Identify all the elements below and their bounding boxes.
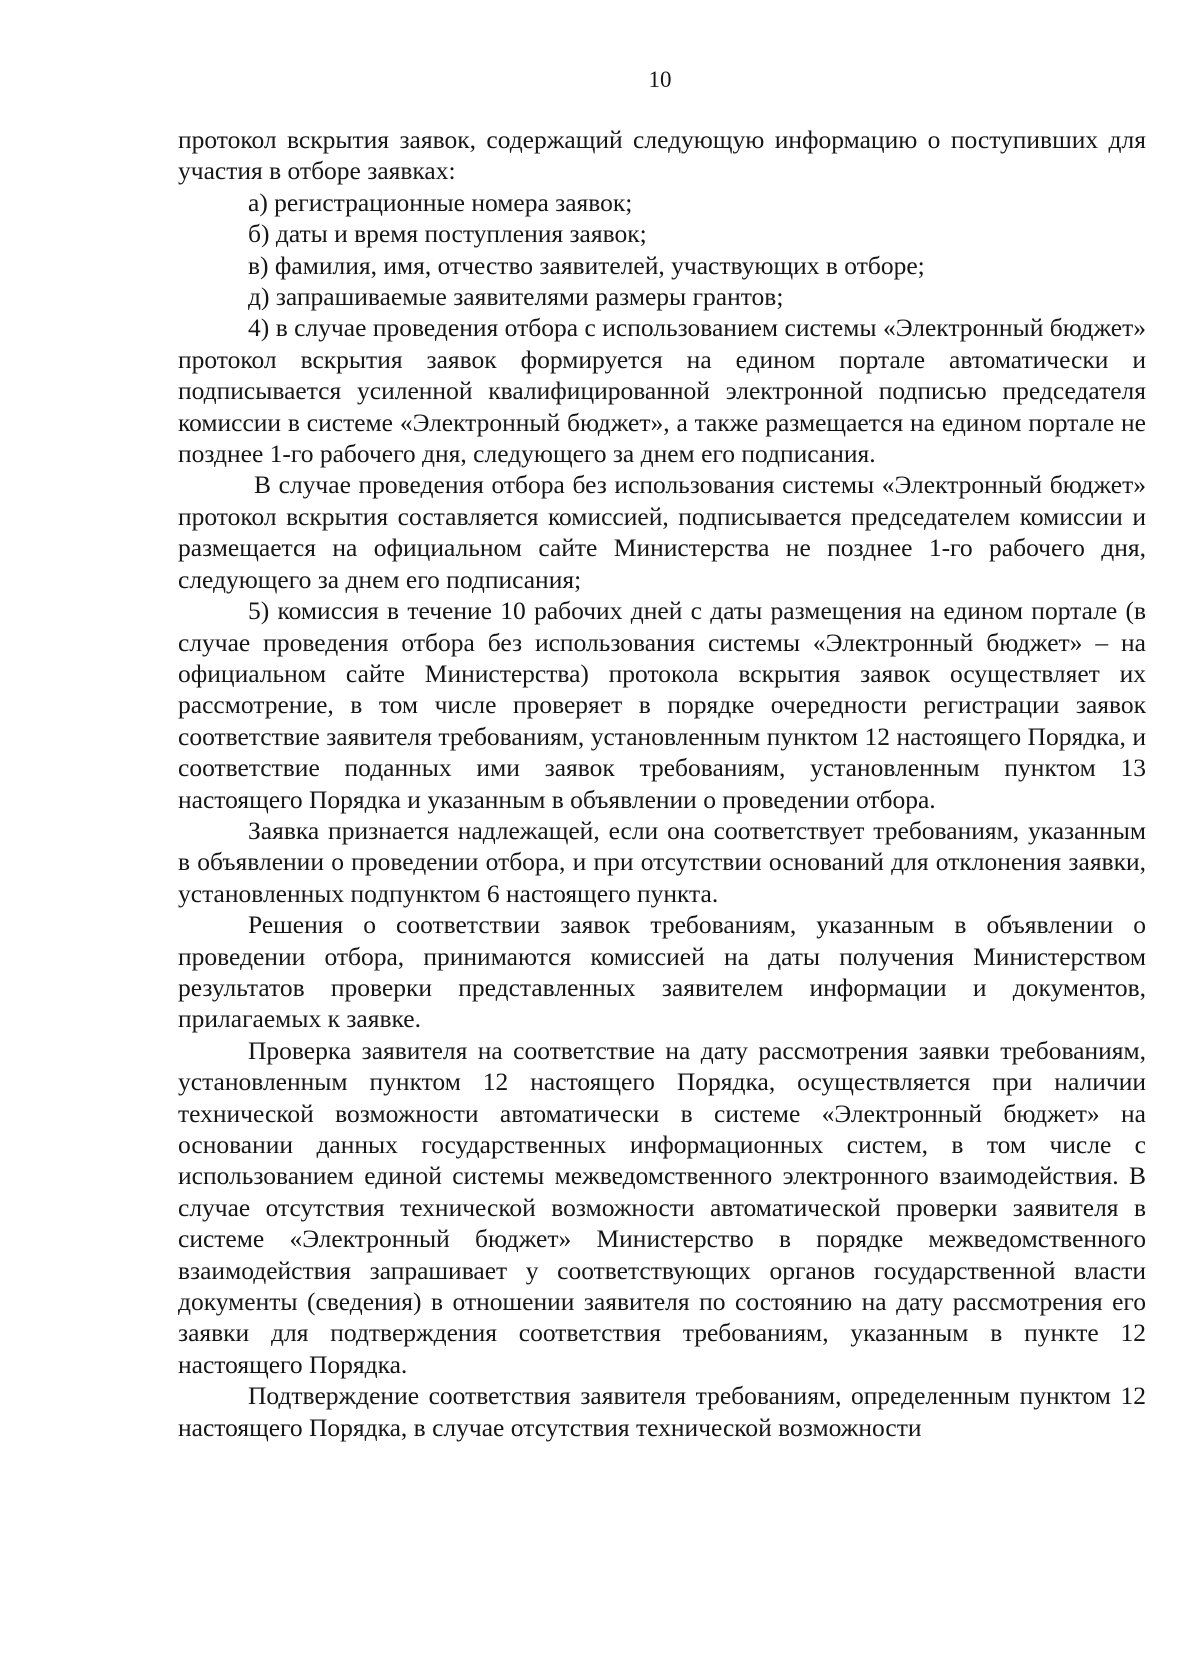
paragraph-without-system: В случае проведения отбора без использования системы «Электронный бюджет» протокол вскрытия составляется комиссией, подписывается председателем комиссии и размещается на официальном сайте Министерства не позднее 1-го рабочего дня, следующего за днем его подписания; [178, 470, 1146, 594]
paragraph-application-proper: Заявка признается надлежащей, если она соответствует требованиям, указанным в объявлении о проведении отбора, и при отсутствии оснований для отклонения заявки, установленных подпунктом 6 настоящего пункта. [178, 815, 1146, 908]
paragraph-protocol-intro: протокол вскрытия заявок, содержащий следующую информацию о поступивших для участия в отборе заявках: [178, 125, 1146, 186]
paragraph-decisions: Решения о соответствии заявок требованиям, указанным в объявлении о проведении отбора, принимаются комиссией на даты получения Министерством результатов проверки представленных заявителем информации и документов, прилагаемых к заявке. [178, 910, 1146, 1034]
document-body [178, 124, 1146, 1443]
paragraph-verification: Проверка заявителя на соответствие на дату рассмотрения заявки требованиям, установленным пунктом 12 настоящего Порядка, осуществляется при наличии технической возможности автоматически в системе «Электронный бюджет» на основании данных государственных информационных систем, в том числе с использованием единой системы межведомственного электронного взаимодействия. В случае отсутствия технической возможности автоматической проверки заявителя в системе «Электронный бюджет» Министерство в порядке межведомственного взаимодействия запрашивает у соответствующих органов государственной власти документы (сведения) в отношении заявителя по состоянию на дату рассмотрения его заявки для подтверждения соответствия требованиям, указанным в пункте 12 настоящего Порядка. [178, 1035, 1146, 1379]
list-item-v: в) фамилия, имя, отчество заявителей, участвующих в отборе; [248, 250, 925, 280]
page-number: 10 [648, 67, 672, 92]
list-item-a: а) регистрационные номера заявок; [248, 187, 633, 217]
paragraph-confirmation: Подтверждение соответствия заявителя требованиям, определенным пунктом 12 настоящего Порядка, в случае отсутствия технической возможности [178, 1381, 1146, 1442]
list-item-b: б) даты и время поступления заявок; [248, 219, 647, 249]
list-item-d: д) запрашиваемые заявителями размеры грантов; [248, 282, 784, 312]
paragraph-item-4: 4) в случае проведения отбора с использованием системы «Электронный бюджет» протокол вскрытия заявок формируется на едином портале автоматически и подписывается усиленной квалифицированной электронной подписью председателя комиссии в системе «Электронный бюджет», а также размещается на едином портале не позднее 1-го рабочего дня, следующего за днем его подписания. [178, 313, 1146, 469]
paragraph-item-5: 5) комиссия в течение 10 рабочих дней с даты размещения на едином портале (в случае проведения отбора без использования системы «Электронный бюджет» – на официальном сайте Министерства) протокола вскрытия заявок осуществляет их рассмотрение, в том числе проверяет в порядке очередности регистрации заявок соответствие заявителя требованиям, установленным пунктом 12 настоящего Порядка, и соответствие поданных ими заявок требованиям, установленным пунктом 13 настоящего Порядка и указанным в объявлении о проведении отбора. [178, 596, 1146, 814]
